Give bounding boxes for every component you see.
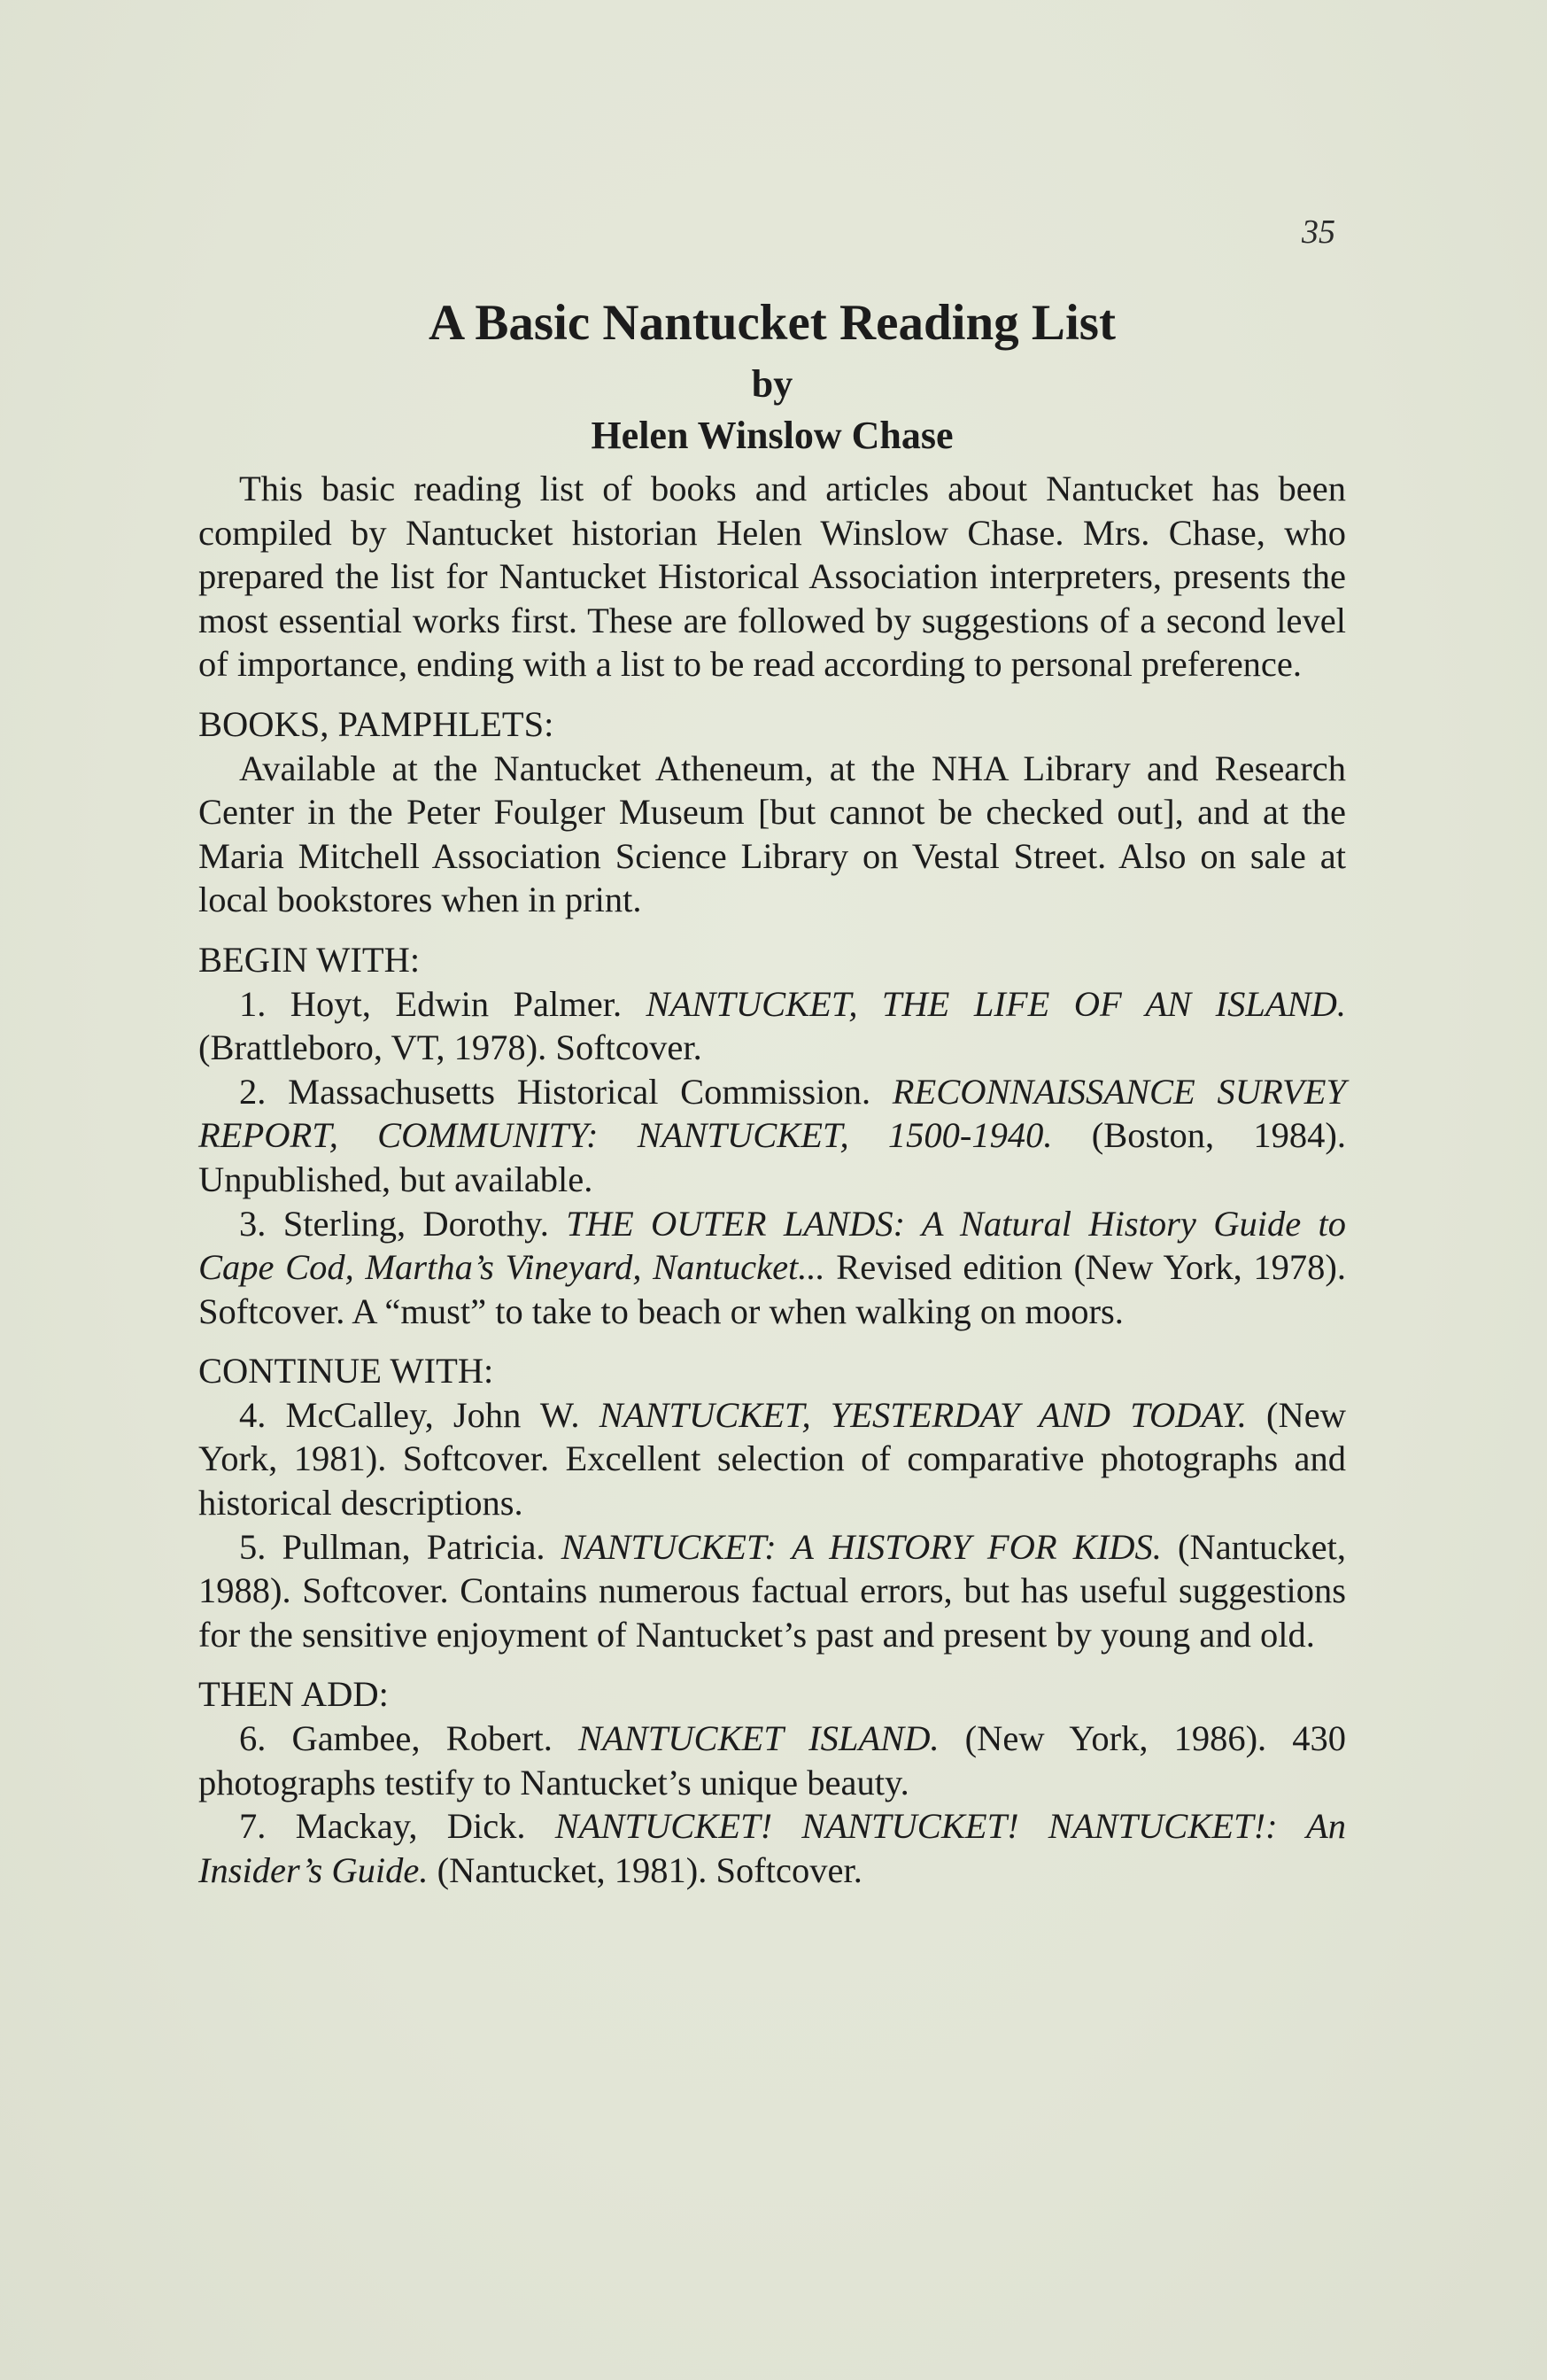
list-item xyxy=(198,1804,1346,1892)
item-details: Revised edition (New York, 1978). Softcover. A “must” to take to beach or when walking on moors. xyxy=(198,1247,1347,1331)
item-author: Gambee, Robert. xyxy=(291,1718,553,1759)
item-title: NANTUCKET: A HISTORY FOR KIDS. xyxy=(561,1526,1162,1567)
list-item xyxy=(198,1717,1346,1804)
intro-paragraph: This basic reading list of books and articles about Nantucket has been compiled by Nantucket historian Helen Winslow Chase. Mrs. Chase, who prepared the list for Nantucket Historical Association interpreters, presents the most essential works first. These are followed by suggestions of a second level of importance, ending with a list to be read according to personal preference. xyxy=(198,469,1346,685)
item-number: 3. xyxy=(239,1203,267,1244)
item-number: 2. xyxy=(239,1071,267,1112)
books-heading: BOOKS, PAMPHLETS: xyxy=(198,703,554,744)
item-number: 4. xyxy=(239,1394,267,1435)
article-title: A Basic Nantucket Reading List xyxy=(429,295,1116,351)
item-author: Hoyt, Edwin Palmer. xyxy=(290,983,623,1024)
books-paragraph: Available at the Nantucket Atheneum, at the NHA Library and Research Center in the Peter Foulger Museum [but cannot be checked out], and at the Maria Mitchell Association Science Library on Vestal Street. Also on sale at local bookstores when in print. xyxy=(198,748,1346,920)
section-heading-then-add: THEN ADD: xyxy=(198,1674,389,1715)
item-title: THE OUTER LANDS: A Natural History Guide to Cape Cod, Martha’s Vineyard, Nantucket... xyxy=(198,1203,1346,1288)
item-number: 7. xyxy=(239,1806,267,1847)
section-heading-continue: CONTINUE WITH: xyxy=(198,1351,494,1392)
list-item xyxy=(198,982,1346,1070)
item-title: NANTUCKET, YESTERDAY AND TODAY. xyxy=(599,1394,1247,1435)
item-title: NANTUCKET! NANTUCKET! NANTUCKET!: An Insider’s Guide. xyxy=(198,1806,1347,1890)
item-number: 1. xyxy=(239,983,267,1024)
item-author: Mackay, Dick. xyxy=(295,1806,526,1847)
article xyxy=(198,288,1346,1892)
article-author: Helen Winslow Chase xyxy=(591,414,954,457)
item-number: 6. xyxy=(239,1718,267,1759)
item-author: Pullman, Patricia. xyxy=(282,1526,545,1567)
item-title: NANTUCKET, THE LIFE OF AN ISLAND. xyxy=(646,983,1346,1024)
list-item xyxy=(198,1070,1346,1202)
item-details: (New York, 1986). 430 photographs testify to Nantucket’s unique beauty. xyxy=(198,1718,1347,1802)
list-item xyxy=(198,1202,1346,1334)
item-details: (Boston, 1984). Unpublished, but available. xyxy=(198,1115,1347,1199)
list-item xyxy=(198,1525,1346,1657)
item-author: McCalley, John W. xyxy=(285,1394,580,1435)
item-details: (Nantucket, 1988). Softcover. Contains numerous factual errors, but has useful suggestions for the sensitive enjoyment of Nantucket’s past and present by young and old. xyxy=(198,1526,1347,1655)
item-details: (Nantucket, 1981). Softcover. xyxy=(437,1849,862,1890)
item-number: 5. xyxy=(239,1526,267,1567)
item-details: (Brattleboro, VT, 1978). Softcover. xyxy=(198,1027,702,1068)
item-author: Massachusetts Historical Commission. xyxy=(288,1071,871,1112)
list-item xyxy=(198,1393,1346,1525)
section-heading-begin: BEGIN WITH: xyxy=(198,939,421,980)
item-title: RECONNAISSANCE SURVEY REPORT, COMMUNITY: NANTUCKET, 1500-1940. xyxy=(198,1071,1346,1156)
item-title: NANTUCKET ISLAND. xyxy=(578,1718,940,1759)
page-number: 35 xyxy=(1302,213,1335,251)
item-details: (New York, 1981). Softcover. Excellent selection of comparative photographs and historical descriptions. xyxy=(198,1394,1347,1523)
item-author: Sterling, Dorothy. xyxy=(282,1203,549,1244)
byline: by xyxy=(751,362,793,406)
